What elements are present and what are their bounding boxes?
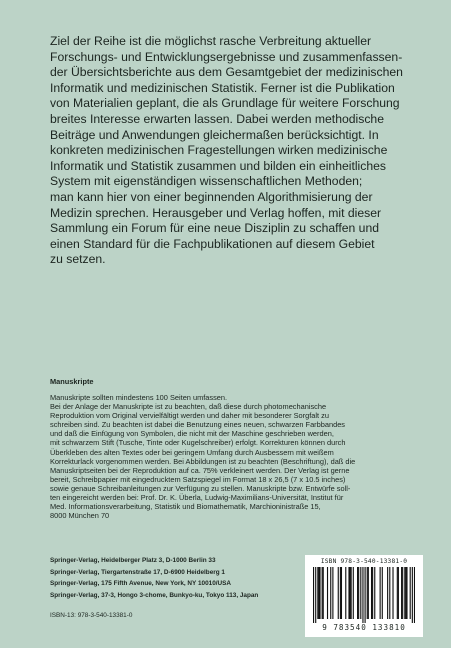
barcode-bar bbox=[350, 567, 351, 619]
barcode-bar bbox=[372, 567, 373, 619]
manuskripte-line: sowie genaue Schreibanleitungen zur Verfügung zu stellen. Manuskripte bzw. Entwürfe soll- bbox=[50, 483, 351, 493]
barcode-icon bbox=[313, 567, 415, 623]
barcode-bar bbox=[319, 567, 320, 619]
barcode-bar bbox=[414, 567, 415, 623]
address-line: Springer-Verlag, 37-3, Hongo 3-chome, Bunkyo-ku, Tokyo 113, Japan bbox=[50, 591, 259, 599]
barcode-bar bbox=[410, 567, 411, 619]
barcode-bar bbox=[348, 567, 349, 619]
barcode-bar bbox=[405, 567, 406, 619]
manuskripte-line: Bei der Anlage der Manuskripte ist zu beachten, daß diese durch photomechanische bbox=[50, 402, 327, 412]
manuskripte-line: Manuskripte sollten mindestens 100 Seiten umfassen. bbox=[50, 393, 228, 402]
barcode-bar bbox=[406, 567, 407, 619]
intro-line: man kann hier von einer beginnenden Algorithmisierung der bbox=[50, 189, 373, 204]
barcode-bar bbox=[389, 567, 390, 619]
address-line: Springer-Verlag, Heidelberger Platz 3, D-1000 Berlin 33 bbox=[50, 557, 216, 564]
barcode-bar bbox=[382, 567, 383, 619]
series-description bbox=[50, 34, 420, 268]
barcode-bar bbox=[401, 567, 402, 619]
barcode-bar bbox=[374, 567, 375, 619]
barcode-bar bbox=[387, 567, 388, 619]
barcode-bar bbox=[365, 567, 366, 623]
manuskripte-line: schreiben sind. Zu beachten ist dabei die Benutzung eines neuen, schwarzen Farbbandes bbox=[50, 420, 345, 430]
barcode-isbn-text: ISBN 978-3-540-13381-0 bbox=[320, 558, 408, 565]
barcode-bar bbox=[398, 567, 399, 619]
manuskripte-line: und daß die Einfügung von Symbolen, die nicht mit der Maschine geschrieben werden, bbox=[50, 429, 334, 439]
barcode-bar bbox=[371, 567, 372, 619]
manuskripte-line: Med. Informationsverarbeitung, Statistik und Biomathematik, Marchioninistraße 15, bbox=[50, 502, 321, 512]
intro-line: System mit eigenständigen wissenschaftlichen Methoden; bbox=[50, 174, 363, 189]
barcode-bar bbox=[367, 567, 368, 619]
intro-line: Forschungs- und Entwicklungsergebnisse und zusammenfassen- bbox=[50, 49, 403, 64]
address-line: Springer-Verlag, 175 Fifth Avenue, New York, NY 10010/USA bbox=[50, 580, 232, 588]
barcode-bar bbox=[322, 567, 323, 619]
manuskripte-line: mit schwarzem Stift (Tusche, Tinte oder Kugelschreiber) erfolgt. Korrekturen können durch bbox=[50, 438, 346, 448]
barcode-bar bbox=[323, 567, 324, 619]
intro-line: Sammlung ein Forum für eine neue Disziplin zu schaffen und bbox=[50, 221, 380, 236]
barcode-bar bbox=[397, 567, 398, 619]
barcode-bar bbox=[330, 567, 331, 619]
barcode-bar bbox=[318, 567, 319, 619]
barcode-bar bbox=[315, 567, 316, 623]
isbn-footer: ISBN-13: 978-3-540-13381-0 bbox=[50, 612, 133, 619]
barcode-bar bbox=[327, 567, 328, 619]
barcode-bar bbox=[338, 567, 339, 619]
barcode-bar bbox=[362, 567, 363, 623]
barcode-bar bbox=[340, 567, 341, 619]
publisher-addresses bbox=[50, 555, 310, 601]
manuskripte-line: Überkleben des alten Textes oder bei geringem Umfang durch Ausbessern mit weißem bbox=[50, 447, 334, 457]
intro-line: Beiträge und Anwendungen gleichermaßen berücksichtigt. In bbox=[50, 127, 379, 142]
manuskripte-line: bereit, Schreibpapier mit eingedrucktem Satzspiegel im Format 18 x 26,5 (7 x 10.5 inches) bbox=[50, 474, 346, 484]
intro-line: zu setzen. bbox=[50, 252, 106, 267]
barcode-bar bbox=[404, 567, 405, 619]
intro-line: Medizin sprechen. Herausgeber und Verlag hoffen, mit dieser bbox=[50, 205, 382, 220]
barcode-bar bbox=[351, 567, 352, 619]
barcode-bar bbox=[345, 567, 346, 619]
barcode-bar bbox=[412, 567, 413, 623]
barcode-bar bbox=[357, 567, 358, 619]
barcode-bar bbox=[368, 567, 369, 619]
manuskripte-line: ten eingereicht werden bei: Prof. Dr. K. Überla, Ludwig-Maximilians-Universität, Institut für bbox=[50, 493, 344, 503]
manuskripte-line: Korrekturlack vorgenommen werden. Bei Abbildungen ist zu beachten (Beschriftung), daß die bbox=[50, 456, 356, 466]
barcode-bar bbox=[332, 567, 333, 619]
barcode-bar bbox=[360, 567, 361, 619]
address-line: Springer-Verlag, Tiergartenstraße 17, D-6900 Heidelberg 1 bbox=[50, 568, 225, 576]
intro-line: Ziel der Reihe ist die möglichst rasche Verbreitung aktueller bbox=[50, 34, 372, 48]
intro-line: der Übersichtsberichte aus dem Gesamtgebiet der medizinischen bbox=[50, 65, 403, 80]
intro-line: von Materialien geplant, die als Grundlage für weitere Forschung bbox=[50, 96, 400, 111]
intro-line: breites Interesse erwarten lassen. Dabei werden methodische bbox=[50, 111, 384, 126]
barcode-bar bbox=[341, 567, 342, 619]
barcode-bar bbox=[358, 567, 359, 619]
barcode-digits: 9 783540 133810 bbox=[322, 623, 406, 632]
manuskripte-line: Reproduktion vom Original vervielfältigt werden und daher mit besonderer Sorgfalt zu bbox=[50, 411, 329, 421]
intro-line: konkreten medizinischen Fragestellungen wirken medizinische bbox=[50, 143, 388, 158]
barcode-bar bbox=[380, 567, 381, 619]
intro-line: einen Standard für die Fachpublikationen auf diesem Gebiet bbox=[50, 236, 375, 251]
barcode-panel bbox=[305, 555, 423, 637]
manuskripte-line: Manuskriptseiten bei der Reproduktion auf ca. 75% verkleinert werden. Der Verlag ist gerne bbox=[50, 465, 350, 475]
manuskripte-line: 8000 München 70 bbox=[50, 511, 110, 521]
barcode-bar bbox=[392, 567, 393, 619]
barcode-bar bbox=[402, 567, 403, 619]
barcode-bar bbox=[317, 567, 318, 619]
barcode-bar bbox=[353, 567, 354, 619]
barcode-bar bbox=[313, 567, 314, 623]
manuskripte-heading: Manuskripte bbox=[50, 377, 94, 386]
intro-line: Informatik und medizinischen Statistik. Ferner ist die Publikation bbox=[50, 80, 395, 95]
manuskripte-text bbox=[50, 393, 395, 520]
intro-line: Informatik und Statistik zusammen und bilden ein einheitliches bbox=[50, 158, 387, 173]
